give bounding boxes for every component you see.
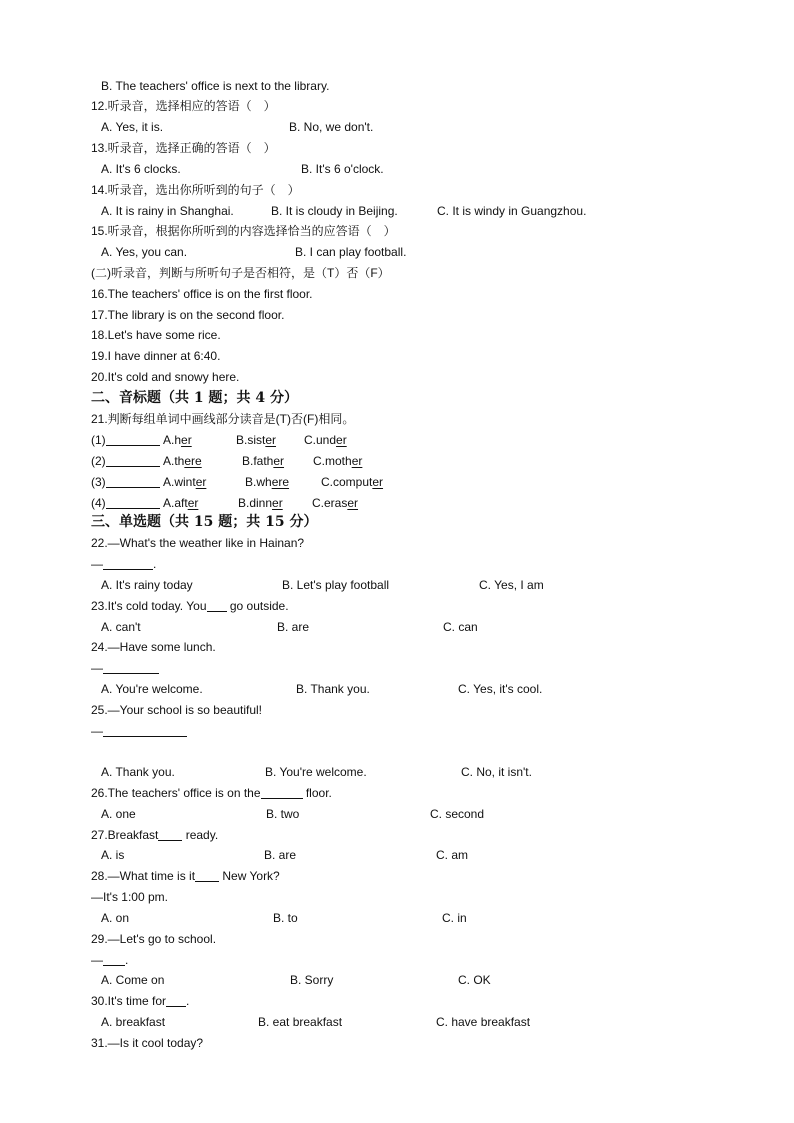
underlined-letters: er <box>336 433 347 447</box>
line-text: — <box>91 721 187 742</box>
line-text: C.under <box>304 433 347 447</box>
line-text: C. have breakfast <box>436 1015 531 1029</box>
line-text: — <box>91 658 159 679</box>
worksheet-line <box>0 783 794 804</box>
line-text: 18.Let's have some rice. <box>91 328 221 342</box>
line-text: C. No, it isn't. <box>461 765 532 779</box>
line-text: (3) <box>91 472 160 493</box>
line-text: C. in <box>442 911 467 925</box>
worksheet-line <box>0 845 794 866</box>
line-text: 31.—Is it cool today? <box>91 1036 204 1050</box>
line-text: B. two <box>266 807 300 821</box>
line-text: B. I can play football. <box>295 245 407 259</box>
line-text: A. Yes, it is. <box>101 120 164 134</box>
line-text: C.eraser <box>312 496 359 510</box>
underlined-letters: er <box>351 454 363 468</box>
line-text: — . <box>91 953 129 967</box>
worksheet-line <box>0 575 794 596</box>
line-text: 12.听录音，选择相应的答语（ ） <box>91 99 276 113</box>
worksheet-line <box>0 325 794 346</box>
underlined-letters: er <box>187 496 199 510</box>
line-text: B. Thank you. <box>296 682 370 696</box>
worksheet-line <box>0 866 794 887</box>
line-text: B. eat breakfast <box>258 1015 343 1029</box>
worksheet-line <box>0 159 794 180</box>
line-text: B. The teachers' office is next to the library. <box>101 79 330 93</box>
worksheet-line <box>0 493 794 514</box>
worksheet-line <box>0 658 794 679</box>
worksheet-line <box>0 284 794 305</box>
line-text: 三、单选题（共 15 题；共 15 分） <box>91 514 318 530</box>
line-text: B.sister <box>236 433 277 447</box>
line-text: 27.Breakfast ready. <box>91 828 219 842</box>
line-text: 20.It's cold and snowy here. <box>91 370 240 384</box>
line-text: (2) <box>91 451 160 472</box>
line-text: — . <box>91 557 157 571</box>
line-text: C. can <box>443 620 478 634</box>
line-text: 13.听录音，选择正确的答语（ ） <box>91 141 276 155</box>
line-text: A. one <box>101 807 136 821</box>
line-text: A.winter <box>163 475 207 489</box>
line-text: 30.It's time for . <box>91 994 190 1008</box>
worksheet-line <box>0 970 794 991</box>
line-text: 16.The teachers' office is on the first floor. <box>91 287 313 301</box>
underlined-letters: er <box>347 496 359 510</box>
line-text: A.her <box>163 433 192 447</box>
section-heading <box>0 388 794 409</box>
line-text: C.computer <box>321 475 384 489</box>
line-text: B.dinner <box>238 496 283 510</box>
worksheet-line <box>0 263 794 284</box>
worksheet-line <box>0 138 794 159</box>
line-text: A. Yes, you can. <box>101 245 188 259</box>
line-text: A.after <box>163 496 199 510</box>
line-text: B. Sorry <box>290 973 334 987</box>
worksheet-line <box>0 451 794 472</box>
worksheet-line <box>0 409 794 430</box>
worksheet-line <box>0 472 794 493</box>
line-text: (4) <box>91 493 160 514</box>
answer-blank[interactable] <box>106 453 160 467</box>
line-text: 24.—Have some lunch. <box>91 640 216 654</box>
worksheet-line <box>0 929 794 950</box>
line-text: C. Yes, it's cool. <box>458 682 543 696</box>
worksheet-line <box>0 700 794 721</box>
answer-blank[interactable] <box>261 785 303 799</box>
line-text: C. OK <box>458 973 491 987</box>
line-text: C. Yes, I am <box>479 578 544 592</box>
line-text: 23.It's cold today. You go outside. <box>91 599 289 613</box>
line-text: 15.听录音，根据你所听到的内容选择恰当的应答语（ ） <box>91 224 396 238</box>
line-text: 21.判断每组单词中画线部分读音是(T)否(F)相同。 <box>91 412 355 426</box>
line-text: B. are <box>264 848 297 862</box>
worksheet-line <box>0 908 794 929</box>
line-text: 28.—What time is it New York? <box>91 869 280 883</box>
line-text: B. It is cloudy in Beijing. <box>271 204 398 218</box>
worksheet-line <box>0 201 794 222</box>
worksheet-line <box>0 596 794 617</box>
worksheet-line <box>0 554 794 575</box>
line-text: 二、音标题（共 1 题；共 4 分） <box>91 390 298 406</box>
answer-blank[interactable] <box>103 952 125 966</box>
worksheet-line <box>0 367 794 388</box>
line-text: A. on <box>101 911 130 925</box>
underlined-letters: er <box>195 475 207 489</box>
line-text: B. Let's play football <box>282 578 390 592</box>
line-text: A. You're welcome. <box>101 682 203 696</box>
answer-blank[interactable] <box>158 827 182 841</box>
worksheet-line <box>0 76 794 97</box>
line-text: B.where <box>245 475 290 489</box>
answer-blank[interactable] <box>103 556 153 570</box>
underlined-letters: er <box>272 496 283 510</box>
line-text: A. It's 6 clocks. <box>101 162 181 176</box>
worksheet-line <box>0 679 794 700</box>
worksheet-line <box>0 825 794 846</box>
worksheet-line <box>0 533 794 554</box>
worksheet-line <box>0 430 794 451</box>
worksheet-line <box>0 721 794 742</box>
line-text: A. breakfast <box>101 1015 166 1029</box>
worksheet-line <box>0 762 794 783</box>
worksheet-line <box>0 180 794 201</box>
answer-blank[interactable] <box>106 432 160 446</box>
line-text: B. You're welcome. <box>265 765 367 779</box>
line-text: (1) <box>91 430 160 451</box>
worksheet-line <box>0 305 794 326</box>
line-text: B.father <box>242 454 285 468</box>
line-text: C. am <box>436 848 469 862</box>
worksheet-line <box>0 1012 794 1033</box>
line-text: 25.—Your school is so beautiful! <box>91 703 262 717</box>
worksheet-line <box>0 346 794 367</box>
underlined-letters: er <box>273 454 285 468</box>
line-text: (二)听录音，判断与所听句子是否相符，是（T）否（F） <box>91 266 390 280</box>
answer-blank[interactable] <box>195 868 219 882</box>
line-text: A. Thank you. <box>101 765 175 779</box>
section-heading <box>0 512 794 533</box>
line-text: 14.听录音，选出你所听到的句子（ ） <box>91 183 300 197</box>
line-text: A. can't <box>101 620 141 634</box>
answer-blank[interactable] <box>103 660 159 674</box>
line-text: A. It is rainy in Shanghai. <box>101 204 234 218</box>
line-text: 19.I have dinner at 6:40. <box>91 349 221 363</box>
answer-blank[interactable] <box>106 474 160 488</box>
worksheet-line <box>0 950 794 971</box>
line-text: A. is <box>101 848 125 862</box>
answer-blank[interactable] <box>106 495 160 509</box>
line-text: 22.—What's the weather like in Hainan? <box>91 536 305 550</box>
line-text: A. Come on <box>101 973 165 987</box>
underlined-letters: ere <box>184 454 202 468</box>
line-text: B. No, we don't. <box>289 120 374 134</box>
line-text: C.mother <box>313 454 363 468</box>
answer-blank[interactable] <box>207 598 227 612</box>
underlined-letters: er <box>372 475 384 489</box>
answer-blank[interactable] <box>103 723 187 737</box>
underlined-letters: er <box>181 433 192 447</box>
line-text: 29.—Let's go to school. <box>91 932 217 946</box>
worksheet-line <box>0 221 794 242</box>
worksheet-line <box>0 637 794 658</box>
line-text: —It's 1:00 pm. <box>91 890 168 904</box>
worksheet-line <box>0 117 794 138</box>
worksheet-line <box>0 887 794 908</box>
answer-blank[interactable] <box>166 993 186 1007</box>
line-text: C. It is windy in Guangzhou. <box>437 204 587 218</box>
line-text: 17.The library is on the second floor. <box>91 308 285 322</box>
line-text: A. It's rainy today <box>101 578 193 592</box>
worksheet-line <box>0 617 794 638</box>
underlined-letters: ere <box>271 475 290 489</box>
worksheet-line <box>0 242 794 263</box>
line-text: B. to <box>273 911 298 925</box>
line-text: A.there <box>163 454 202 468</box>
worksheet-line <box>0 96 794 117</box>
worksheet-line <box>0 804 794 825</box>
worksheet-line <box>0 1033 794 1054</box>
worksheet-line <box>0 991 794 1012</box>
line-text: B. are <box>277 620 310 634</box>
underlined-letters: er <box>265 433 277 447</box>
line-text: 26.The teachers' office is on the floor. <box>91 786 332 800</box>
line-text: B. It's 6 o'clock. <box>301 162 384 176</box>
line-text: C. second <box>430 807 485 821</box>
